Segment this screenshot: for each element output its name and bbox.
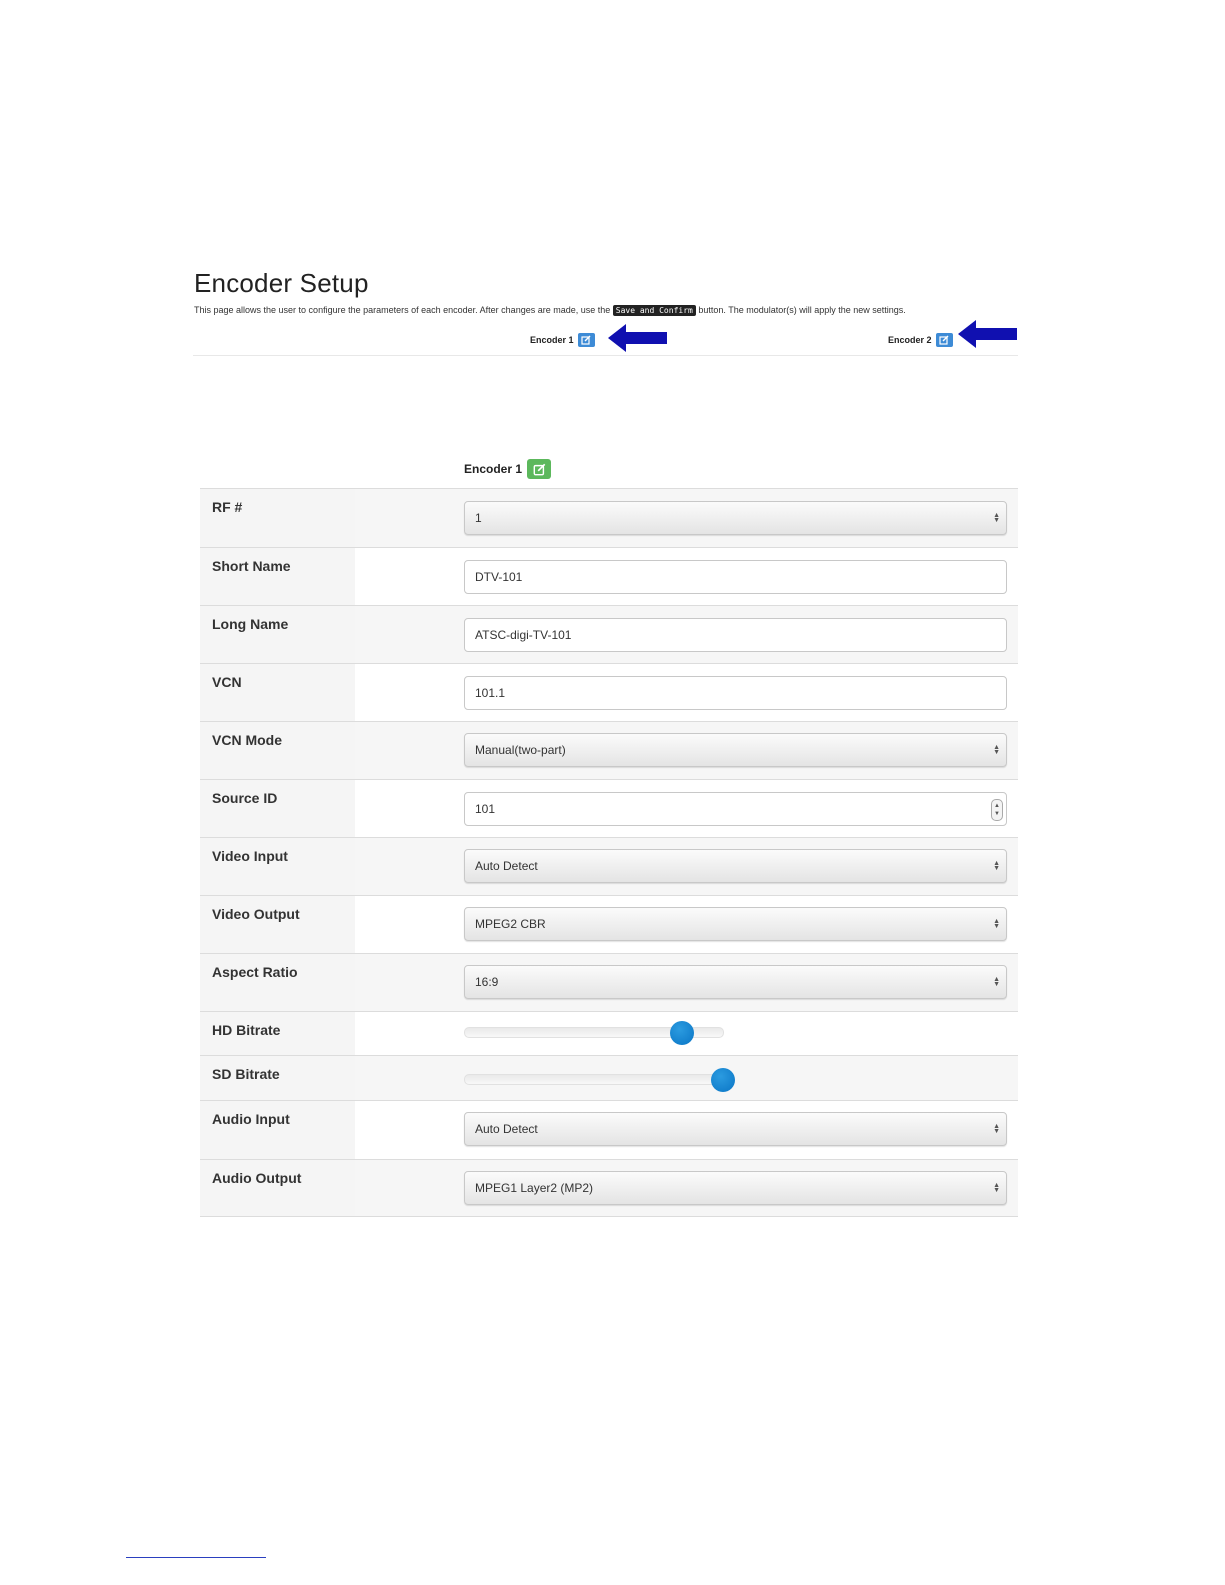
vcn-label: VCN: [200, 664, 355, 722]
footnote-rule: [126, 1557, 266, 1558]
aspect-ratio-select-value: 16:9: [475, 975, 499, 989]
vcn-input[interactable]: [464, 676, 1007, 710]
form-row-aspect-ratio: [200, 953, 1018, 1012]
form-row-hd-bitrate: [200, 1011, 1018, 1056]
sd-bitrate-label: SD Bitrate: [200, 1056, 355, 1101]
form-bottom-divider: [200, 1216, 1018, 1217]
encoder-2-label: Encoder 2: [888, 335, 932, 345]
encoder-1-tab: [530, 333, 595, 347]
sd-bitrate-slider[interactable]: [464, 1074, 724, 1085]
vcn-mode-label: VCN Mode: [200, 722, 355, 780]
select-caret-icon: ▲ ▼: [993, 512, 1000, 524]
source-id-value: 101: [475, 802, 496, 816]
encoder-1-label: Encoder 1: [530, 335, 574, 345]
short-name-label: Short Name: [200, 548, 355, 606]
form-row-short-name: [200, 547, 1018, 606]
hd-bitrate-slider[interactable]: [464, 1027, 724, 1038]
form-row-audio-output: [200, 1159, 1018, 1217]
form-row-vcn-mode: [200, 721, 1018, 780]
form-row-sd-bitrate: [200, 1055, 1018, 1101]
video-output-select[interactable]: [464, 907, 1007, 941]
audio-output-select-value: MPEG1 Layer2 (MP2): [475, 1181, 594, 1195]
edit-icon: [581, 335, 591, 345]
annotation-arrow-left-icon: [608, 322, 668, 354]
select-caret-icon: ▲ ▼: [993, 1182, 1000, 1194]
form-row-audio-input: [200, 1100, 1018, 1160]
sd-bitrate-slider-thumb[interactable]: [711, 1068, 735, 1092]
long-name-input[interactable]: [464, 618, 1007, 652]
video-output-select-value: MPEG2 CBR: [475, 917, 546, 931]
form-header-label: Encoder 1: [464, 462, 523, 476]
long-name-label: Long Name: [200, 606, 355, 664]
number-spinner-icon[interactable]: ▲ ▼: [991, 799, 1003, 821]
select-caret-icon: ▲ ▼: [993, 744, 1000, 756]
rf-label: RF #: [200, 489, 355, 548]
form-row-vcn: [200, 663, 1018, 722]
audio-output-select[interactable]: [464, 1171, 1007, 1205]
vcn-mode-select-value: Manual(two-part): [475, 743, 566, 757]
aspect-ratio-label: Aspect Ratio: [200, 954, 355, 1012]
hd-bitrate-label: HD Bitrate: [200, 1012, 355, 1056]
encoder-2-tab: [888, 333, 953, 347]
source-id-label: Source ID: [200, 780, 355, 838]
encoder-2-edit-button[interactable]: [936, 333, 953, 347]
audio-input-select[interactable]: [464, 1112, 1007, 1146]
description-text-after: button. The modulator(s) will apply the new settings.: [698, 305, 906, 315]
video-input-label: Video Input: [200, 838, 355, 896]
video-input-select[interactable]: [464, 849, 1007, 883]
encoder-1-edit-button[interactable]: [578, 333, 595, 347]
audio-output-label: Audio Output: [200, 1160, 355, 1217]
audio-input-select-value: Auto Detect: [475, 1122, 538, 1136]
page-description: [194, 305, 906, 315]
edit-icon: [939, 335, 949, 345]
form-row-rf: [200, 488, 1018, 548]
select-caret-icon: ▲ ▼: [993, 918, 1000, 930]
select-caret-icon: ▲ ▼: [993, 860, 1000, 872]
vcn-mode-select[interactable]: [464, 733, 1007, 767]
form-row-video-input: [200, 837, 1018, 896]
section-divider: [193, 355, 1018, 356]
form-row-video-output: [200, 895, 1018, 954]
page-title: Encoder Setup: [194, 268, 369, 298]
form-row-long-name: [200, 605, 1018, 664]
description-text-before: This page allows the user to configure the parameters of each encoder. After changes are made, use the: [194, 305, 611, 315]
save-and-confirm-code: Save and Confirm: [613, 305, 696, 316]
aspect-ratio-select[interactable]: [464, 965, 1007, 999]
annotation-arrow-left-icon: [958, 318, 1018, 350]
rf-select-value: 1: [475, 511, 482, 525]
long-name-value: ATSC-digi-TV-101: [475, 628, 572, 642]
hd-bitrate-slider-thumb[interactable]: [670, 1021, 694, 1045]
form-row-source-id: [200, 779, 1018, 838]
source-id-number-input[interactable]: [464, 792, 1007, 826]
short-name-input[interactable]: [464, 560, 1007, 594]
video-input-select-value: Auto Detect: [475, 859, 538, 873]
video-output-label: Video Output: [200, 896, 355, 954]
edit-icon: [533, 463, 546, 476]
encoder-1-form-header: [464, 459, 551, 479]
select-caret-icon: ▲ ▼: [993, 1123, 1000, 1135]
short-name-value: DTV-101: [475, 570, 523, 584]
rf-select[interactable]: [464, 501, 1007, 535]
select-caret-icon: ▲ ▼: [993, 976, 1000, 988]
vcn-value: 101.1: [475, 686, 506, 700]
audio-input-label: Audio Input: [200, 1101, 355, 1160]
encoder-1-form-edit-button[interactable]: [527, 459, 551, 479]
